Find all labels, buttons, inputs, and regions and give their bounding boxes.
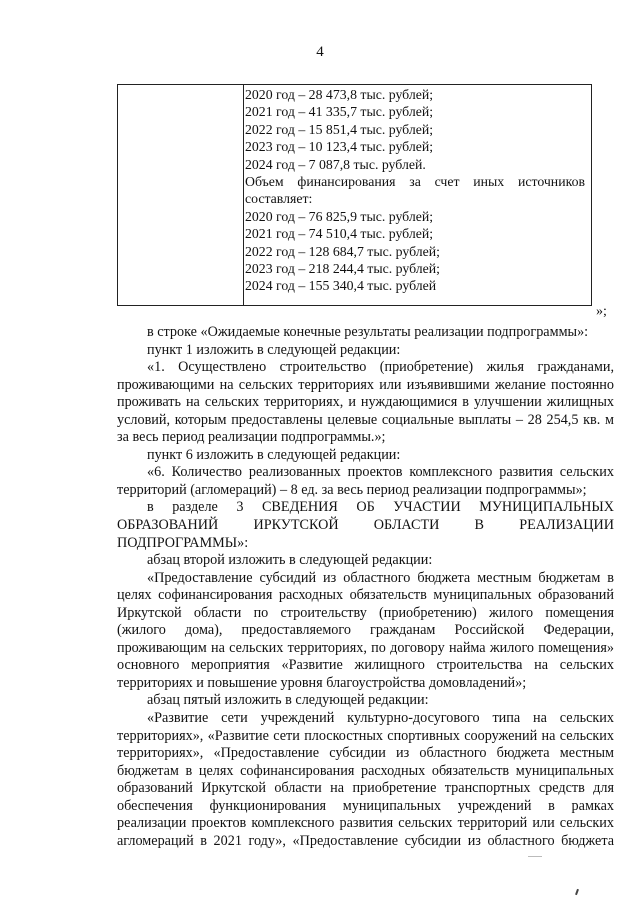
- financing-line: 2020 год – 28 473,8 тыс. рублей;: [245, 87, 434, 102]
- financing-line: 2022 год – 128 684,7 тыс. рублей;: [245, 243, 440, 259]
- text-line: ПОДПРОГРАММЫ»:: [117, 534, 249, 551]
- text-line: проживающим на сельских территориях, по договору найма жилого помещения»: [117, 639, 614, 656]
- text-line: за весь период реализации подпрограммы.»;: [117, 429, 386, 446]
- paragraph: пункт 1 изложить в следующей редакции:: [147, 341, 401, 358]
- financing-line: составляет:: [245, 191, 313, 207]
- paragraph: абзац второй изложить в следующей редакции:: [147, 552, 433, 569]
- financing-line: 2024 год – 155 340,4 тыс. рублей: [245, 278, 437, 294]
- text-line: проживающими на сельских территориях или изъявившими желание постоянно: [117, 376, 614, 393]
- text-line: «Развитие сети учреждений культурно-досугового типа на сельских: [147, 710, 614, 727]
- text-line: агломераций в 2021 году», «Предоставление субсидии из областного бюджета: [117, 832, 614, 849]
- scan-mark: [575, 889, 579, 895]
- paragraph: [117, 359, 614, 447]
- text-line: «1. Осуществлено строительство (приобретение) жилья гражданами,: [147, 359, 614, 376]
- document-body: [117, 324, 614, 850]
- text-line: Иркутской области по строительству (приобретению) жилого помещения: [117, 604, 614, 621]
- financing-table: [117, 84, 592, 306]
- financing-line: 2023 год – 218 244,4 тыс. рублей;: [245, 261, 440, 277]
- text-line: обеспечения функционирования муниципальных учреждений в рамках: [117, 797, 614, 814]
- text-line: основного мероприятия «Развитие жилищного строительства на сельских: [117, 657, 614, 674]
- text-line: образований Иркутской области на приобретение транспортных средств для: [117, 780, 614, 797]
- paragraph: [117, 499, 614, 552]
- text-line: условий, которым предоставлены целевые социальные выплаты – 28 254,5 кв. м: [117, 411, 614, 428]
- text-line: территорий (агломераций) – 8 ед. за весь период реализации подпрограммы»;: [117, 481, 587, 498]
- paragraph: [117, 464, 614, 499]
- page-number: 4: [316, 44, 324, 60]
- financing-line: 2020 год – 76 825,9 тыс. рублей;: [245, 208, 434, 224]
- paragraph: [117, 570, 614, 693]
- text-line: проживать на сельских территориях, и нуждающимися в улучшении жилищных: [117, 394, 614, 411]
- financing-line: Объем финансирования за счет иных источников: [245, 174, 585, 190]
- text-line: в разделе 3 СВЕДЕНИЯ ОБ УЧАСТИИ МУНИЦИПАЛЬНЫХ: [147, 499, 614, 516]
- text-line: целях софинансирования расходных обязательств муниципальных образований: [117, 587, 614, 604]
- paragraph: [117, 710, 614, 850]
- text-line: «Предоставление субсидий из областного бюджета местным бюджетам в: [147, 569, 614, 586]
- financing-line: 2024 год – 7 087,8 тыс. рублей.: [245, 156, 426, 172]
- financing-table-value-cell: [245, 86, 585, 295]
- text-line: территориях», «Предоставление субсидии из областного бюджета местным: [117, 745, 614, 762]
- scan-mark: [528, 856, 542, 857]
- text-line: территориях и повышение уровня благоустройства домовладений»;: [117, 674, 527, 691]
- text-line: реализации проектов комплексного развития сельских территорий или сельских: [117, 815, 614, 832]
- text-line: территориях», «Развитие сети плоскостных спортивных сооружений на сельских: [117, 727, 614, 744]
- text-line: «6. Количество реализованных проектов комплексного развития сельских: [147, 464, 614, 481]
- text-line: ОБРАЗОВАНИЙ ИРКУТСКОЙ ОБЛАСТИ В РЕАЛИЗАЦИИ: [117, 517, 614, 534]
- text-line: (жилого дома), предоставляемого гражданам Российской Федерации,: [117, 622, 614, 639]
- financing-line: 2021 год – 74 510,4 тыс. рублей;: [245, 226, 434, 242]
- text-line: бюджетам в целях софинансирования расходных обязательств муниципальных: [117, 762, 614, 779]
- paragraph: в строке «Ожидаемые конечные результаты реализации подпрограммы»:: [147, 324, 589, 340]
- table-closing-quote: »;: [596, 304, 607, 319]
- paragraph: пункт 6 изложить в следующей редакции:: [147, 446, 401, 463]
- paragraph: абзац пятый изложить в следующей редакции:: [147, 692, 429, 709]
- financing-table-label-cell: [118, 85, 244, 305]
- financing-line: 2022 год – 15 851,4 тыс. рублей;: [245, 121, 434, 137]
- financing-line: 2021 год – 41 335,7 тыс. рублей;: [245, 104, 434, 120]
- financing-line: 2023 год – 10 123,4 тыс. рублей;: [245, 139, 434, 155]
